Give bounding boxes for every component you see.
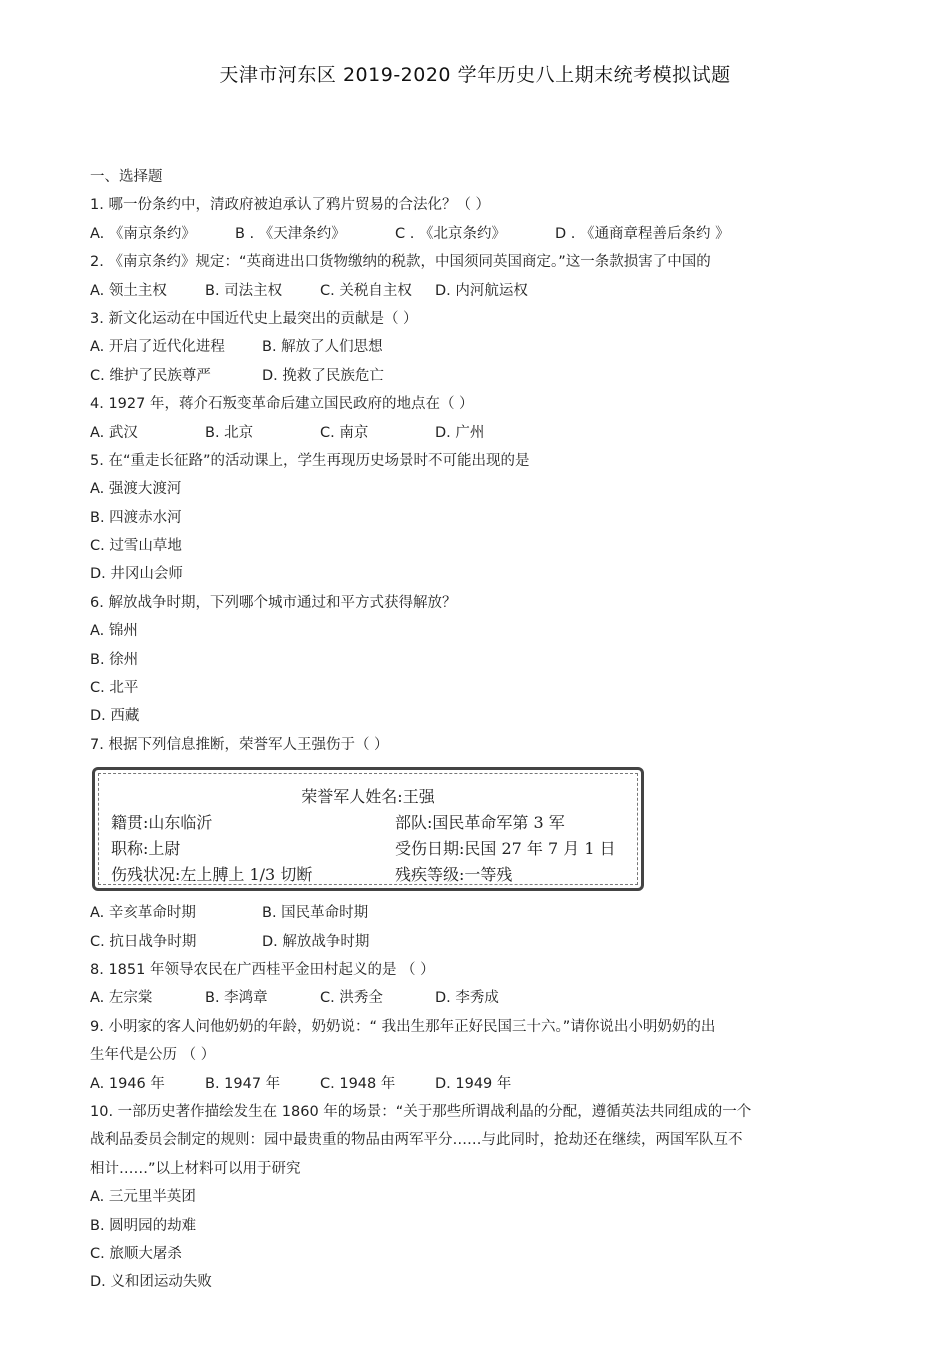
option-c: C. 维护了民族尊严	[90, 367, 211, 384]
option-a: A. 锦州	[90, 623, 138, 640]
option-b: B. 李鸿章	[205, 990, 268, 1007]
card-title: 荣誉军人姓名:王强	[301, 787, 435, 807]
option-b: B. 解放了人们思想	[262, 339, 383, 356]
option-d: D. 西藏	[90, 708, 140, 725]
question-3: 3. 新文化运动在中国近代史上最突出的贡献是（ ）	[90, 310, 418, 327]
option-a: A. 武汉	[90, 424, 138, 441]
question-1: 1. 哪一份条约中，清政府被迫承认了鸦片贸易的合法化？（ ）	[90, 197, 491, 214]
card-budui: 部队:国民革命军第 3 军	[395, 813, 565, 833]
option-d: D. 1949 年	[435, 1075, 512, 1092]
card-riqi: 受伤日期:民国 27 年 7 月 1 日	[395, 839, 616, 859]
question-9-options	[90, 1070, 820, 1098]
page-title: 天津市河东区 2019-2020 学年历史八上期末统考模拟试题	[219, 64, 731, 86]
option-b: B . 《天津条约》	[235, 225, 346, 242]
question-5: 5. 在“重走长征路”的活动课上，学生再现历史场景时不可能出现的是	[90, 452, 530, 469]
option-c: C. 关税自主权	[320, 282, 412, 299]
option-d: D. 解放战争时期	[262, 933, 370, 950]
option-b: B. 北京	[205, 424, 254, 441]
option-d: D. 挽救了民族危亡	[262, 367, 384, 384]
option-d: D. 内河航运权	[435, 282, 528, 299]
option-c: C . 《北京条约》	[395, 225, 506, 242]
option-d: D. 义和团运动失败	[90, 1274, 212, 1291]
option-d: D. 李秀成	[435, 990, 499, 1007]
question-9-line1: 9. 小明家的客人问他奶奶的年龄，奶奶说：“ 我出生那年正好民国三十六。”请你说出小明奶奶的出	[90, 1018, 716, 1035]
option-a: A. 辛亥革命时期	[90, 905, 196, 922]
option-c: C. 南京	[320, 424, 369, 441]
question-4: 4. 1927 年，蒋介石叛变革命后建立国民政府的地点在（ ）	[90, 396, 474, 413]
option-c: C. 旅顺大屠杀	[90, 1245, 182, 1262]
option-a: A. 强渡大渡河	[90, 481, 182, 498]
option-a: A. 《南京条约》	[90, 225, 196, 242]
option-c: C. 1948 年	[320, 1075, 396, 1092]
option-c: C. 北平	[90, 680, 139, 697]
option-a: A. 1946 年	[90, 1075, 165, 1092]
option-c: C. 过雪山草地	[90, 538, 182, 555]
question-3-options-row2	[90, 362, 820, 390]
card-jiguan: 籍贯:山东临沂	[111, 813, 213, 833]
question-10-line2: 战利品委员会制定的规则：园中最贵重的物品由两军平分……与此同时，抢劫还在继续，两国军队互不	[90, 1132, 743, 1149]
option-b: B. 司法主权	[205, 282, 283, 299]
option-b: B. 四渡赤水河	[90, 509, 182, 526]
question-3-options-row1	[90, 333, 820, 361]
exam-content	[90, 163, 820, 1297]
question-10-line3: 相计……”以上材料可以用于研究	[90, 1160, 301, 1177]
option-d: D. 井冈山会师	[90, 566, 183, 583]
option-b: B. 圆明园的劫难	[90, 1217, 197, 1234]
option-a: A. 领土主权	[90, 282, 167, 299]
question-2: 2. 《南京条约》规定：“英商进出口货物缴纳的税款，中国须同英国商定。”这一条款损害了中国的	[90, 254, 711, 271]
veteran-info-card	[92, 767, 644, 891]
card-dengji: 残疾等级:一等残	[395, 865, 513, 885]
option-b: B. 国民革命时期	[262, 905, 369, 922]
question-4-options	[90, 419, 820, 447]
question-8: 8. 1851 年领导农民在广西桂平金田村起义的是 （ ）	[90, 961, 435, 978]
question-8-options	[90, 984, 820, 1012]
section-heading: 一、选择题	[90, 169, 163, 185]
option-a: A. 左宗棠	[90, 990, 153, 1007]
option-d: D. 广州	[435, 424, 485, 441]
card-zhicheng: 职称:上尉	[111, 839, 181, 859]
question-6: 6. 解放战争时期，下列哪个城市通过和平方式获得解放？	[90, 594, 457, 611]
option-a: A. 三元里半英团	[90, 1189, 196, 1206]
question-1-options	[90, 220, 820, 248]
option-b: B. 1947 年	[205, 1075, 281, 1092]
question-7-options-row2	[90, 928, 820, 956]
question-10-line1: 10. 一部历史著作描绘发生在 1860 年的场景：“关于那些所谓战利晶的分配，遵循英法共同组成的一个	[90, 1103, 752, 1120]
option-d: D . 《通商章程善后条约 》	[555, 225, 730, 242]
question-7: 7. 根据下列信息推断，荣誉军人王强伤于（ ）	[90, 736, 389, 753]
option-c: C. 抗日战争时期	[90, 933, 197, 950]
option-a: A. 开启了近代化进程	[90, 339, 225, 356]
option-c: C. 洪秀全	[320, 990, 383, 1007]
question-2-options	[90, 277, 820, 305]
option-b: B. 徐州	[90, 651, 139, 668]
question-7-options-row1	[90, 899, 820, 927]
card-shangcan: 伤残状况:左上膊上 1/3 切断	[111, 865, 313, 885]
question-9-line2: 生年代是公历 （ ）	[90, 1047, 216, 1064]
